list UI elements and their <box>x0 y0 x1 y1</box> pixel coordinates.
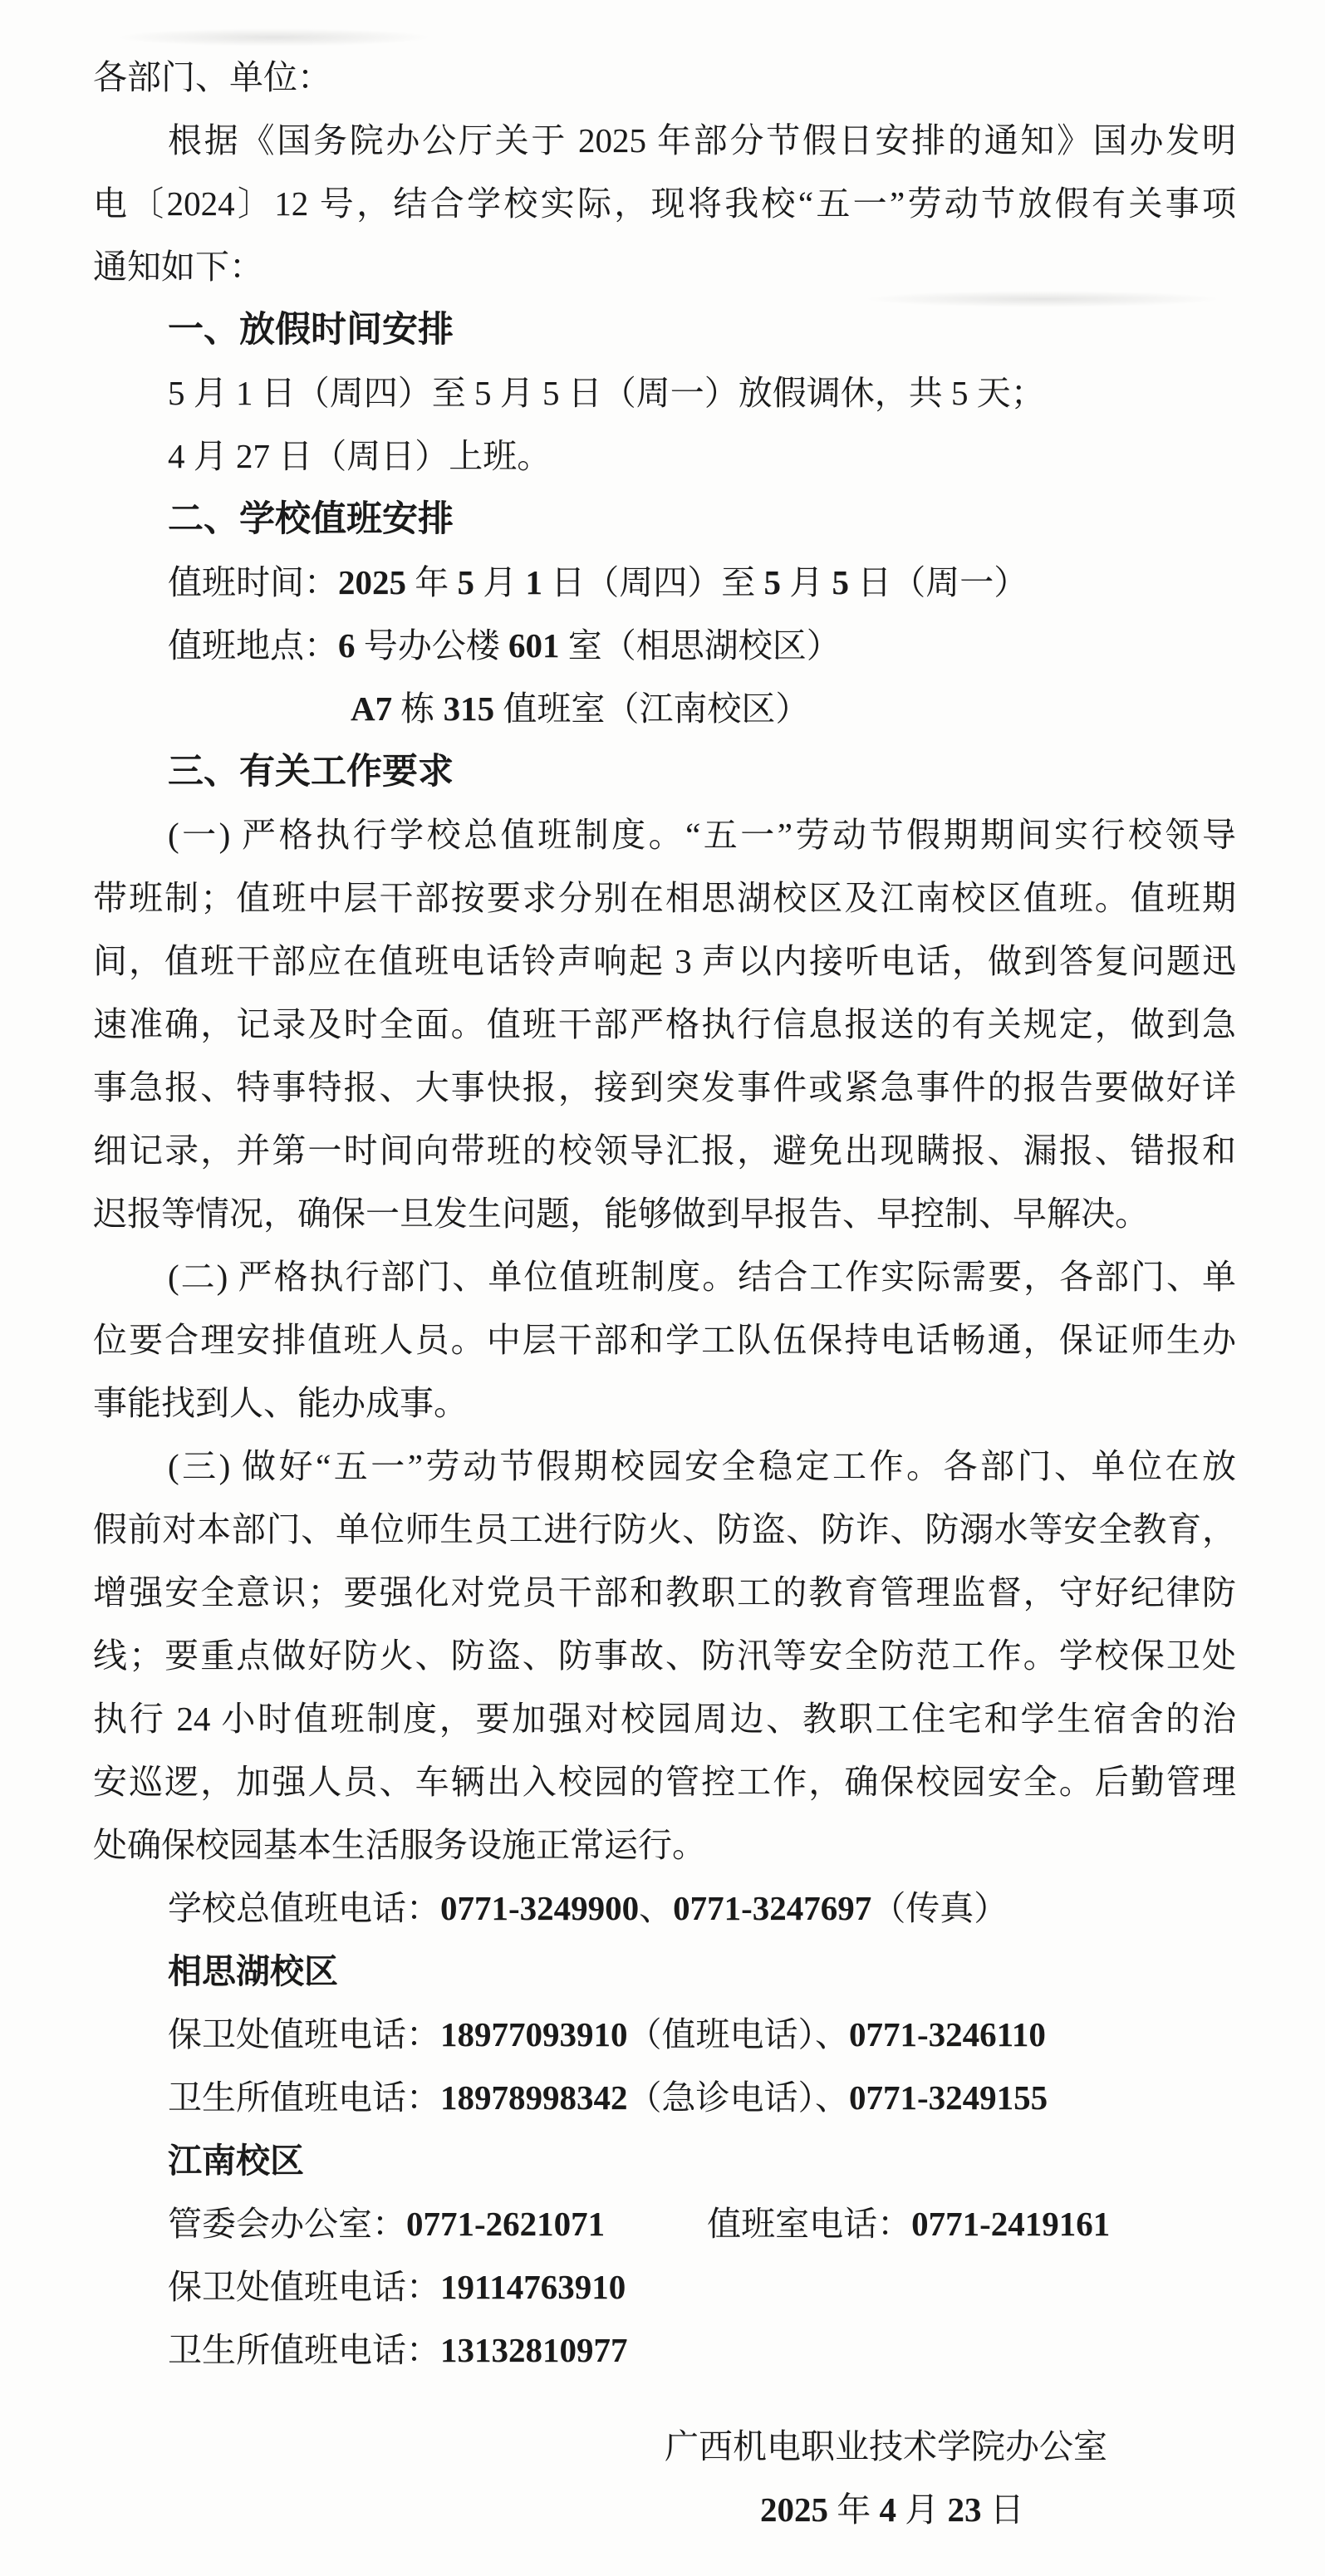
doc-line: 保卫处值班电话：18977093910（值班电话）、0771-3246110 <box>168 2015 1046 2053</box>
scan-artifact <box>116 28 432 47</box>
doc-line: 带班制；值班中层干部按要求分别在相思湖校区及江南校区值班。值班期 <box>93 879 1236 917</box>
doc-line: 安巡逻，加强人员、车辆出入校园的管控工作，确保校园安全。后勤管理 <box>93 1763 1236 1801</box>
doc-line: 增强安全意识；要强化对党员干部和教职工的教育管理监督，守好纪律防 <box>93 1573 1236 1612</box>
doc-line: 位要合理安排值班人员。中层干部和学工队伍保持电话畅通，保证师生办 <box>93 1321 1236 1359</box>
doc-line: A7 栋 315 值班室（江南校区） <box>351 689 810 728</box>
doc-line: 事能找到人、能办成事。 <box>93 1384 468 1422</box>
doc-line: 执行 24 小时值班制度，要加强对校园周边、教职工住宅和学生宿舍的治 <box>93 1700 1236 1738</box>
doc-line: 二、学校值班安排 <box>168 499 454 539</box>
doc-line: 假前对本部门、单位师生员工进行防火、防盗、防诈、防溺水等安全教育， <box>93 1510 1236 1548</box>
doc-line: 保卫处值班电话：19114763910 <box>168 2268 626 2306</box>
doc-line: 学校总值班电话：0771-3249900、0771-3247697（传真） <box>168 1889 1008 1927</box>
doc-line: 通知如下： <box>93 248 263 286</box>
doc-line: 值班时间：2025 年 5 月 1 日（周四）至 5 月 5 日（周一） <box>168 563 1028 601</box>
doc-line: 卫生所值班电话：13132810977 <box>168 2331 628 2369</box>
doc-line: 三、有关工作要求 <box>168 752 454 792</box>
doc-line: 间，值班干部应在值班电话铃声响起 3 声以内接听电话，做到答复问题迅 <box>93 942 1236 980</box>
doc-line: 广西机电职业技术学院办公室 <box>665 2427 1107 2466</box>
doc-line: 细记录，并第一时间向带班的校领导汇报，避免出现瞒报、漏报、错报和 <box>93 1131 1236 1170</box>
doc-line: 线；要重点做好防火、防盗、防事故、防汛等安全防范工作。学校保卫处 <box>93 1636 1236 1675</box>
doc-line: 各部门、单位： <box>93 58 331 96</box>
doc-line: 根据《国务院办公厅关于 2025 年部分节假日安排的通知》国办发明 <box>168 121 1236 159</box>
doc-line: 相思湖校区 <box>168 1952 338 1990</box>
doc-line: 卫生所值班电话：18978998342（急诊电话）、0771-3249155 <box>168 2078 1048 2117</box>
doc-line: 江南校区 <box>168 2142 304 2180</box>
doc-line: (三) 做好“五一”劳动节假期校园安全稳定工作。各部门、单位在放 <box>168 1447 1236 1485</box>
document-body <box>93 46 1236 2541</box>
doc-line: 管委会办公室：0771-2621071 值班室电话：0771-2419161 <box>168 2205 1111 2243</box>
doc-line: (一) 严格执行学校总值班制度。“五一”劳动节假期期间实行校领导 <box>168 816 1236 854</box>
doc-line: 速准确，记录及时全面。值班干部严格执行信息报送的有关规定，做到急 <box>93 1005 1236 1043</box>
doc-line: 值班地点：6 号办公楼 601 室（相思湖校区） <box>168 626 841 665</box>
doc-line: 电〔2024〕12 号，结合学校实际，现将我校“五一”劳动节放假有关事项 <box>93 184 1236 223</box>
doc-line: (二) 严格执行部门、单位值班制度。结合工作实际需要，各部门、单 <box>168 1258 1236 1296</box>
doc-line: 事急报、特事特报、大事快报，接到突发事件或紧急事件的报告要做好详 <box>93 1068 1236 1106</box>
doc-line: 一、放假时间安排 <box>168 310 454 350</box>
doc-line: 处确保校园基本生活服务设施正常运行。 <box>93 1826 706 1864</box>
doc-line: 5 月 1 日（周四）至 5 月 5 日（周一）放假调休，共 5 天； <box>168 374 1045 412</box>
doc-line: 2025 年 4 月 23 日 <box>760 2490 1024 2529</box>
doc-line: 4 月 27 日（周日）上班。 <box>168 437 552 475</box>
doc-line: 迟报等情况，确保一旦发生问题，能够做到早报告、早控制、早解决。 <box>93 1195 1149 1233</box>
